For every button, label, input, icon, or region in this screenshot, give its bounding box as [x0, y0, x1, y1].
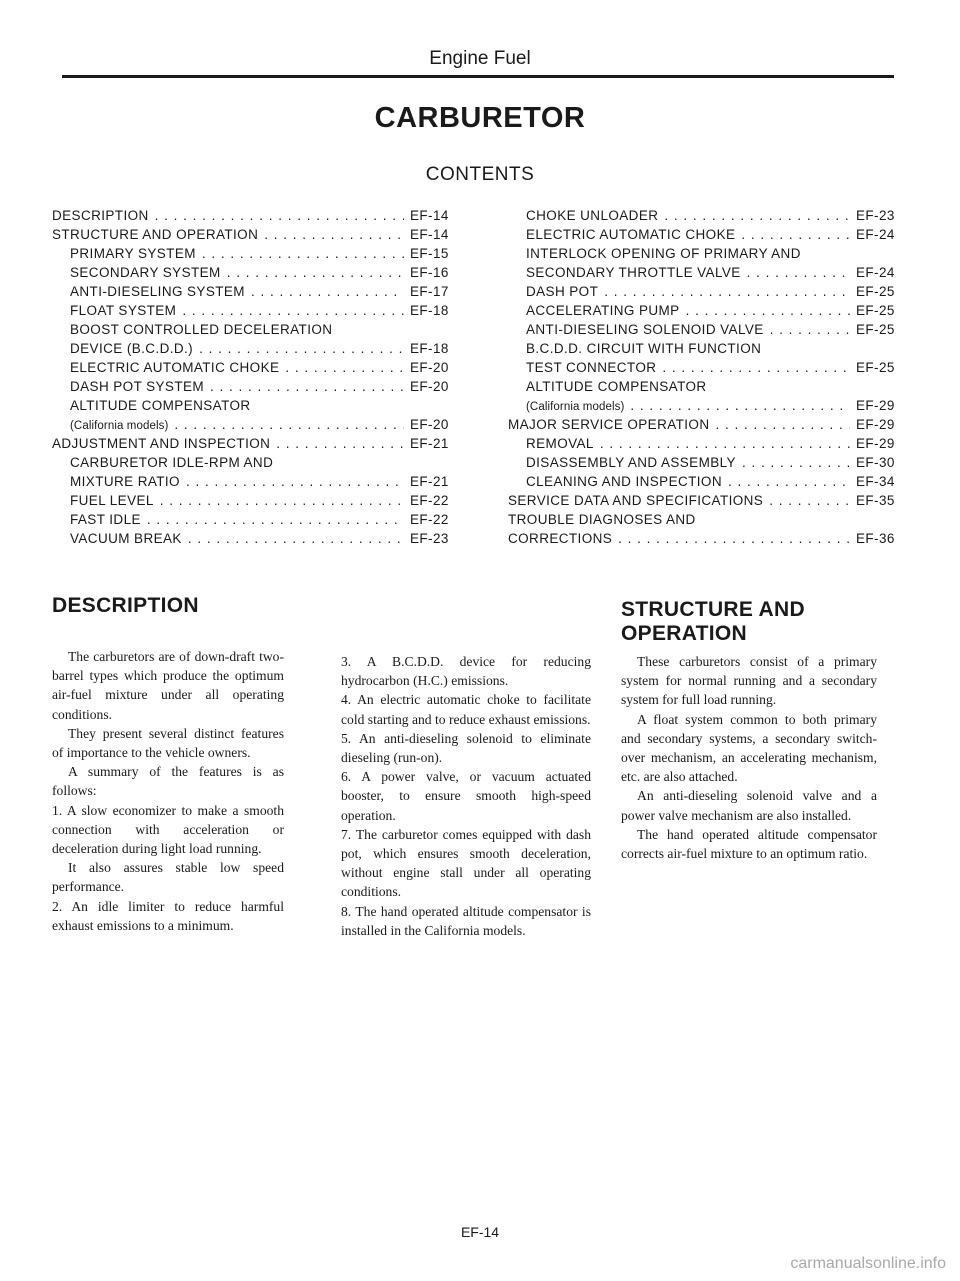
toc-entry — [52, 396, 458, 415]
toc-entry — [508, 339, 904, 358]
list-item: 8. The hand operated altitude compensator is installed in the California models. — [341, 903, 591, 938]
toc-entry-page: EF-17 — [410, 284, 449, 299]
toc-entry-label: VACUUM BREAK — [70, 531, 182, 546]
toc-left-column — [52, 206, 458, 548]
toc-entry — [52, 510, 458, 529]
toc-entry-label: STRUCTURE AND OPERATION — [52, 227, 259, 242]
toc-leader-dots — [160, 491, 404, 510]
structure-heading-line-1: STRUCTURE AND — [621, 598, 805, 621]
toc-right-column — [508, 206, 904, 548]
toc-entry-page: EF-35 — [856, 493, 895, 508]
toc-entry-label: INTERLOCK OPENING OF PRIMARY AND — [526, 246, 801, 261]
toc-entry — [52, 263, 458, 282]
toc-entry-page: EF-15 — [410, 246, 449, 261]
toc-entry — [508, 529, 904, 548]
toc-leader-dots — [147, 510, 404, 529]
toc-entry-label: SECONDARY SYSTEM — [70, 265, 221, 280]
toc-entry-label: ACCELERATING PUMP — [526, 303, 680, 318]
toc-leader-dots — [227, 263, 404, 282]
toc-entry — [52, 301, 458, 320]
toc-entry-label: PRIMARY SYSTEM — [70, 246, 196, 261]
toc-entry — [508, 453, 904, 472]
toc-entry-page: EF-22 — [410, 493, 449, 508]
toc-entry — [508, 377, 904, 396]
list-item: 1. A slow economizer to make a smooth connection with acceleration or deceleration during light load running. — [52, 802, 284, 857]
toc-entry-label: TEST CONNECTOR — [526, 360, 657, 375]
toc-leader-dots — [715, 415, 850, 434]
toc-entry-label: TROUBLE DIAGNOSES AND — [508, 512, 696, 527]
toc-entry-label: (California models) — [526, 401, 625, 413]
description-column-1 — [52, 647, 284, 935]
toc-leader-dots — [728, 472, 850, 491]
list-item: 4. An electric automatic choke to facilitate cold starting and to reduce exhaust emissions. — [341, 692, 591, 727]
toc-entry — [52, 453, 458, 472]
toc-entry — [508, 415, 904, 434]
toc-entry — [508, 510, 904, 529]
toc-entry-page: EF-20 — [410, 360, 449, 375]
toc-leader-dots — [199, 339, 404, 358]
toc-entry — [52, 491, 458, 510]
toc-entry-label: CHOKE UNLOADER — [526, 208, 659, 223]
toc-entry — [508, 396, 904, 415]
list-item: 6. A power valve, or vacuum actuated booster, to ensure smooth high-speed operation. — [341, 769, 591, 823]
paragraph: They present several distinct features of importance to the vehicle owners. — [52, 725, 284, 761]
toc-entry-page: EF-29 — [856, 398, 895, 413]
toc-entry — [52, 339, 458, 358]
toc-entry-label: DISASSEMBLY AND ASSEMBLY — [526, 455, 736, 470]
toc-entry-page: EF-36 — [856, 531, 895, 546]
toc-entry — [52, 415, 458, 434]
toc-entry-page: EF-25 — [856, 322, 895, 337]
toc-leader-dots — [630, 396, 850, 415]
toc-leader-dots — [747, 263, 850, 282]
section-title: Engine Fuel — [429, 48, 531, 69]
toc-entry-page: EF-18 — [410, 341, 449, 356]
toc-entry-label: FAST IDLE — [70, 512, 141, 527]
toc-entry-page: EF-14 — [410, 227, 449, 242]
toc-entry-label: FUEL LEVEL — [70, 493, 154, 508]
list-item: 5. An anti-dieseling solenoid to eliminate dieseling (run-on). — [341, 730, 591, 766]
toc-entry — [52, 225, 458, 244]
toc-leader-dots — [741, 225, 850, 244]
toc-leader-dots — [769, 491, 850, 510]
toc-entry — [52, 244, 458, 263]
toc-entry-label: (California models) — [70, 420, 169, 432]
toc-entry-label: ELECTRIC AUTOMATIC CHOKE — [526, 227, 736, 242]
toc-entry — [52, 358, 458, 377]
toc-entry-page: EF-29 — [856, 417, 895, 432]
toc-entry-label: CARBURETOR IDLE-RPM AND — [70, 455, 274, 470]
toc-entry-page: EF-20 — [410, 417, 449, 432]
watermark-text: carmanualsonline.info — [790, 1255, 946, 1272]
structure-body — [621, 652, 877, 863]
toc-entry-page: EF-18 — [410, 303, 449, 318]
toc-entry-label: DEVICE (B.C.D.D.) — [70, 341, 194, 356]
page-title: CARBURETOR — [374, 102, 586, 134]
toc-entry-page: EF-25 — [856, 303, 895, 318]
toc-leader-dots — [182, 301, 404, 320]
toc-leader-dots — [686, 301, 850, 320]
toc-entry-page: EF-24 — [856, 265, 895, 280]
toc-leader-dots — [202, 244, 404, 263]
toc-entry-label: FLOAT SYSTEM — [70, 303, 177, 318]
toc-entry-label: MIXTURE RATIO — [70, 474, 180, 489]
toc-leader-dots — [174, 415, 404, 434]
toc-leader-dots — [188, 529, 404, 548]
toc-entry-label: ANTI-DIESELING SOLENOID VALVE — [526, 322, 764, 337]
toc-entry-page: EF-30 — [856, 455, 895, 470]
toc-entry-label: ANTI-DIESELING SYSTEM — [70, 284, 245, 299]
toc-entry-label: REMOVAL — [526, 436, 594, 451]
toc-entry-page: EF-22 — [410, 512, 449, 527]
toc-entry — [508, 206, 904, 225]
paragraph: The carburetors are of down-draft two-barrel types which produce the optimum air-fuel mixture under all operating conditions. — [52, 649, 284, 722]
toc-leader-dots — [155, 206, 404, 225]
toc-leader-dots — [276, 434, 404, 453]
toc-entry — [508, 263, 904, 282]
toc-entry — [52, 377, 458, 396]
toc-leader-dots — [264, 225, 404, 244]
toc-entry — [508, 282, 904, 301]
description-heading: DESCRIPTION — [52, 594, 199, 617]
description-column-2 — [341, 652, 591, 940]
toc-entry-page: EF-34 — [856, 474, 895, 489]
toc-entry-page: EF-24 — [856, 227, 895, 242]
toc-entry — [508, 225, 904, 244]
toc-leader-dots — [662, 358, 850, 377]
toc-leader-dots — [186, 472, 404, 491]
toc-entry — [508, 301, 904, 320]
list-item: 2. An idle limiter to reduce harmful exhaust emissions to a minimum. — [52, 898, 284, 933]
toc-entry — [52, 434, 458, 453]
toc-entry-page: EF-14 — [410, 208, 449, 223]
structure-heading — [621, 598, 805, 646]
toc-entry — [508, 244, 904, 263]
paragraph: It also assures stable low speed performance. — [52, 860, 284, 895]
toc-entry — [508, 434, 904, 453]
toc-leader-dots — [604, 282, 850, 301]
toc-entry-label: CLEANING AND INSPECTION — [526, 474, 722, 489]
list-item: 7. The carburetor comes equipped with dash pot, which ensures smooth deceleration, without engine stall under all operating conditions. — [341, 826, 591, 900]
contents-heading: CONTENTS — [425, 164, 535, 185]
toc-entry-page: EF-16 — [410, 265, 449, 280]
toc-entry-label: BOOST CONTROLLED DECELERATION — [70, 322, 333, 337]
toc-entry-page: EF-23 — [856, 208, 895, 223]
toc-leader-dots — [742, 453, 850, 472]
paragraph: These carburetors consist of a primary system for normal running and a secondary system for full load running. — [621, 654, 877, 708]
toc-entry-page: EF-25 — [856, 284, 895, 299]
toc-entry-label: B.C.D.D. CIRCUIT WITH FUNCTION — [526, 341, 762, 356]
toc-entry-label: SERVICE DATA AND SPECIFICATIONS — [508, 493, 764, 508]
page-number: EF-14 — [460, 1224, 500, 1240]
toc-entry — [508, 472, 904, 491]
toc-entry — [52, 206, 458, 225]
toc-entry — [52, 472, 458, 491]
paragraph: The hand operated altitude compensator corrects air-fuel mixture to an optimum ratio. — [621, 826, 877, 862]
toc-entry-label: DESCRIPTION — [52, 208, 149, 223]
toc-entry — [52, 282, 458, 301]
toc-entry — [508, 358, 904, 377]
toc-entry — [508, 491, 904, 510]
toc-entry-page: EF-25 — [856, 360, 895, 375]
toc-entry-page: EF-20 — [410, 379, 449, 394]
toc-leader-dots — [210, 377, 404, 396]
toc-entry-label: SECONDARY THROTTLE VALVE — [526, 265, 741, 280]
paragraph: An anti-dieseling solenoid valve and a power valve mechanism are also installed. — [621, 788, 877, 823]
toc-entry — [508, 320, 904, 339]
toc-entry-label: ALTITUDE COMPENSATOR — [526, 379, 707, 394]
toc-entry — [52, 320, 458, 339]
toc-entry-label: MAJOR SERVICE OPERATION — [508, 417, 710, 432]
toc-entry-page: EF-29 — [856, 436, 895, 451]
toc-entry-label: DASH POT — [526, 284, 599, 299]
toc-entry-label: CORRECTIONS — [508, 531, 613, 546]
toc-entry-label: ELECTRIC AUTOMATIC CHOKE — [70, 360, 280, 375]
toc-leader-dots — [664, 206, 850, 225]
toc-leader-dots — [600, 434, 850, 453]
toc-entry-page: EF-23 — [410, 531, 449, 546]
toc-entry-page: EF-21 — [410, 474, 449, 489]
toc-entry-label: DASH POT SYSTEM — [70, 379, 205, 394]
toc-leader-dots — [770, 320, 850, 339]
toc-entry-page: EF-21 — [410, 436, 449, 451]
header-rule — [62, 75, 894, 78]
paragraph: A float system common to both primary and secondary systems, a secondary switch-over mechanism, an accelerating mechanism, etc. are also attached. — [621, 711, 877, 785]
structure-heading-line-2: OPERATION — [621, 622, 747, 645]
toc-entry-label: ADJUSTMENT AND INSPECTION — [52, 436, 271, 451]
toc-entry — [52, 529, 458, 548]
toc-leader-dots — [618, 529, 850, 548]
list-item: 3. A B.C.D.D. device for reducing hydrocarbon (H.C.) emissions. — [341, 654, 591, 689]
paragraph: A summary of the features is as follows: — [52, 764, 284, 799]
toc-entry-label: ALTITUDE COMPENSATOR — [70, 398, 251, 413]
toc-leader-dots — [251, 282, 404, 301]
toc-leader-dots — [285, 358, 404, 377]
